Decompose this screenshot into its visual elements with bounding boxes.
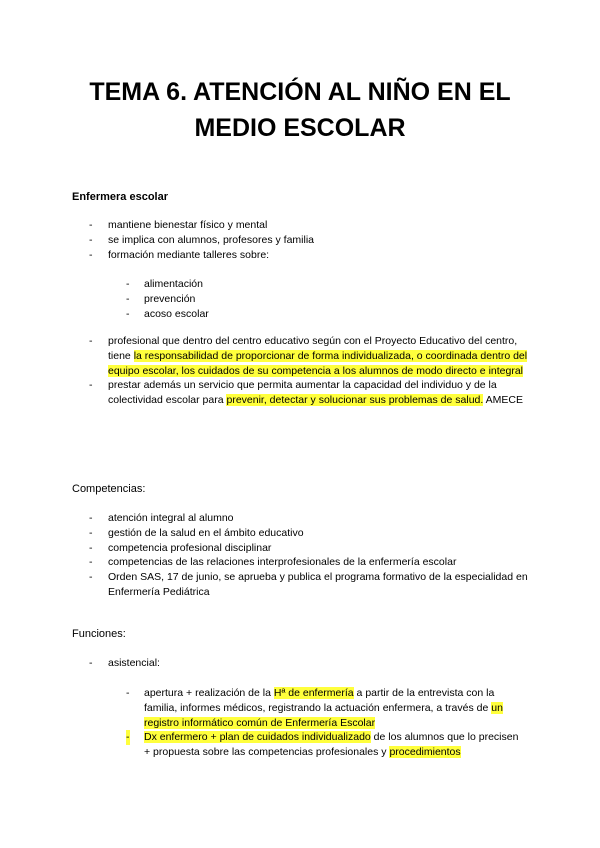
- list-item: - Dx enfermero + plan de cuidados individualizado de los alumnos que lo precisen + propuesta sobre las competencias profesionales y procedimientos: [126, 731, 519, 759]
- talleres-sublist: [126, 277, 524, 321]
- title-line-2: MEDIO ESCOLAR: [194, 114, 406, 142]
- document-title: [0, 74, 600, 146]
- list-item: - apertura + realización de la Hª de enfermería a partir de la entrevista con la familia, informes médicos, registrando la actuación enfermera, a través de un registro informático común de Enfermería Escolar: [126, 687, 503, 729]
- highlighted-text: prevenir, detectar y solucionar sus problemas de salud.: [226, 394, 484, 407]
- enfermera-list-continued: [89, 334, 528, 408]
- list-item: - atención integral al alumno: [89, 512, 234, 524]
- highlighted-text: un registro informático común de Enfermería Escolar: [144, 701, 503, 729]
- list-item: - competencia profesional disciplinar: [89, 541, 272, 554]
- enfermera-list: [89, 218, 528, 262]
- highlighted-text: procedimientos: [389, 746, 461, 759]
- list-item: - gestión de la salud en el ámbito educativo: [89, 526, 304, 539]
- highlighted-text: la responsabilidad de proporcionar de forma individualizada, o coordinada dentro del equipo escolar, los cuidados de su competencia a los alumnos de modo directo e integral: [108, 349, 528, 377]
- list-item: - Orden SAS, 17 de junio, se aprueba y publica el programa formativo de la especialidad en Enfermería Pediátrica: [89, 571, 528, 598]
- list-item: - mantiene bienestar físico y mental: [89, 219, 268, 231]
- list-item: - profesional que dentro del centro educativo según con el Proyecto Educativo del centro, tiene la responsabilidad de proporcionar de forma individualizada, o coordinada dentro del equipo escolar, los cuidados de su competencia a los alumnos de modo directo e integral: [89, 335, 528, 377]
- list-item: - alimentación: [126, 278, 203, 290]
- asistencial-sublist: [126, 686, 524, 760]
- list-item: - asistencial:: [89, 657, 160, 669]
- section-heading-enfermera: Enfermera escolar: [72, 191, 168, 203]
- list-item: - prevención: [126, 292, 196, 305]
- competencias-list: [89, 511, 528, 600]
- list-item: - acoso escolar: [126, 307, 209, 320]
- section-heading-competencias: Competencias:: [72, 483, 146, 495]
- list-item: - formación mediante talleres sobre:: [89, 248, 270, 261]
- title-line-1: TEMA 6. ATENCIÓN AL NIÑO EN EL: [89, 78, 511, 106]
- highlighted-text: Dx enfermero + plan de cuidados individualizado: [144, 731, 371, 744]
- list-item: - prestar además un servicio que permita aumentar la capacidad del individuo y de la colectividad escolar para prevenir, detectar y solucionar sus problemas de salud. AMECE: [89, 379, 523, 407]
- funciones-list: [89, 656, 528, 671]
- highlighted-text: Hª de enfermería: [273, 687, 354, 699]
- list-item: - se implica con alumnos, profesores y familia: [89, 233, 315, 246]
- section-heading-funciones: Funciones:: [72, 628, 126, 640]
- list-item: - competencias de las relaciones interprofesionales de la enfermería escolar: [89, 556, 457, 569]
